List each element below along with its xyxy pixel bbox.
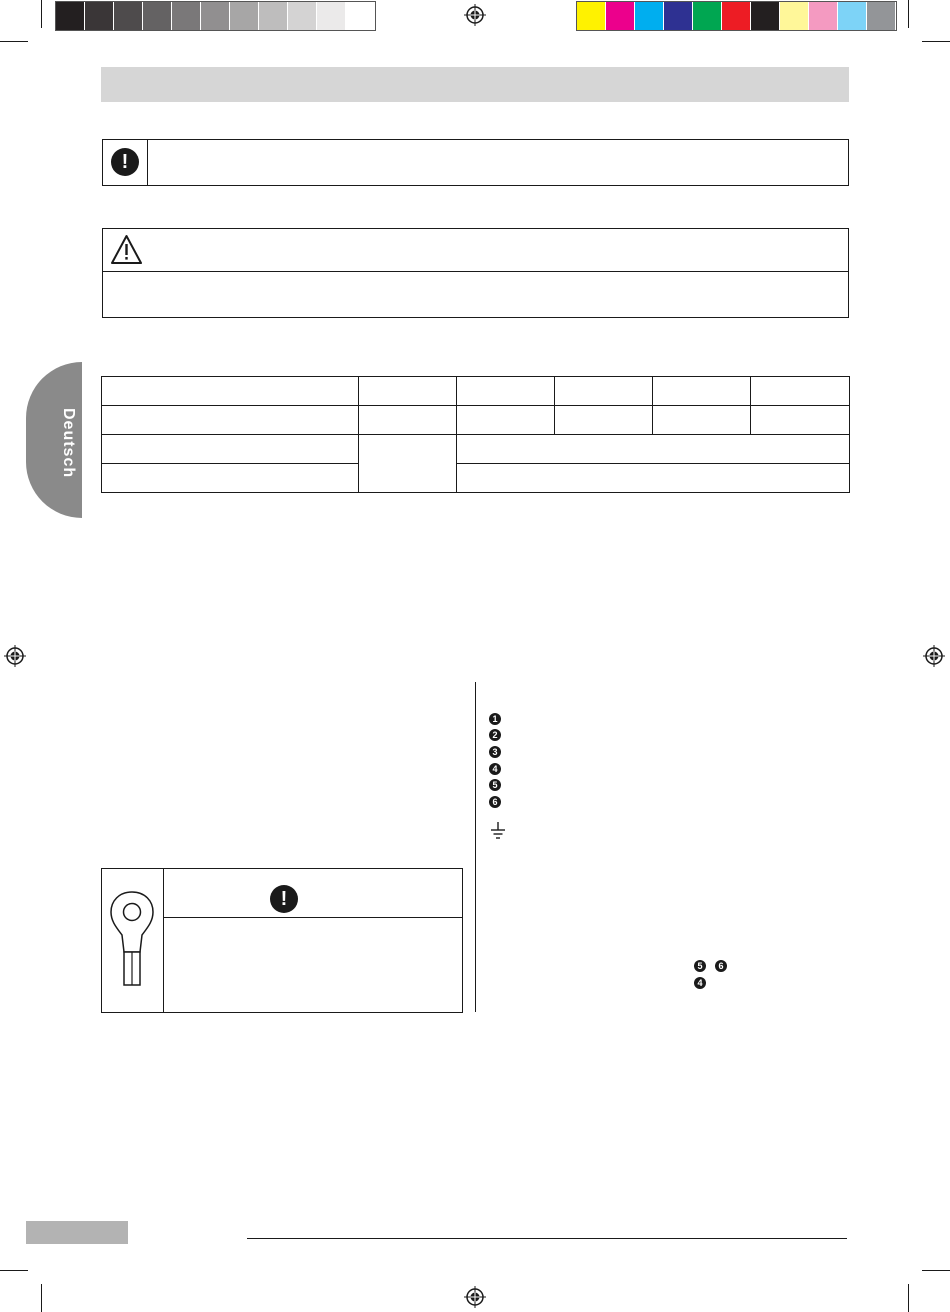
- color-swatch: [56, 2, 85, 30]
- table-cell: [359, 406, 457, 435]
- table-cell: [751, 377, 850, 406]
- crop-mark: [0, 41, 28, 42]
- table-row: [102, 377, 850, 406]
- warning-triangle-icon: [110, 234, 143, 265]
- crop-mark: [0, 1270, 28, 1271]
- registration-mark-icon: [923, 645, 945, 667]
- spec-table: [101, 376, 850, 493]
- color-swatch: [606, 2, 635, 30]
- crop-mark: [908, 0, 909, 28]
- registration-mark-icon: [4, 645, 26, 667]
- terminal-box-divider: [163, 868, 164, 1013]
- crop-mark: [41, 0, 42, 28]
- terminal-box-header-divider: [163, 917, 463, 918]
- table-cell: [751, 406, 850, 435]
- ring-terminal-icon: [107, 890, 157, 988]
- table-cell: [555, 377, 653, 406]
- table-cell: [102, 464, 359, 493]
- color-swatch: [867, 2, 896, 30]
- color-swatch: [172, 2, 201, 30]
- table-cell: [457, 377, 555, 406]
- table-cell: [102, 377, 359, 406]
- language-side-tab-label: Deutsch: [60, 408, 77, 479]
- footer-rule: [247, 1238, 847, 1239]
- exclamation-circle-icon: !: [270, 885, 298, 913]
- list-number-marker: 5: [489, 779, 501, 791]
- table-cell: [653, 377, 751, 406]
- inline-ref-marker: 4: [694, 977, 706, 989]
- table-cell: [359, 435, 457, 493]
- notice-box: [102, 139, 849, 186]
- crop-mark: [922, 1270, 950, 1271]
- column-divider: [475, 682, 476, 1012]
- color-swatch: [230, 2, 259, 30]
- table-cell: [102, 435, 359, 464]
- color-swatch: [577, 2, 606, 30]
- section-header-bar: [101, 67, 849, 102]
- warning-box-divider: [102, 271, 849, 272]
- ground-symbol-icon: [490, 822, 506, 842]
- color-swatch: [346, 2, 375, 30]
- color-swatch: [780, 2, 809, 30]
- color-swatch: [751, 2, 780, 30]
- table-cell: [653, 406, 751, 435]
- table-row: [102, 406, 850, 435]
- table-cell: [457, 435, 850, 464]
- list-number-marker: 2: [489, 729, 501, 741]
- list-number-marker: 4: [489, 763, 501, 775]
- table-cell: [359, 377, 457, 406]
- crop-mark: [908, 1284, 909, 1312]
- color-swatch: [143, 2, 172, 30]
- crop-mark: [41, 1284, 42, 1312]
- color-swatch: [664, 2, 693, 30]
- color-swatch: [693, 2, 722, 30]
- table-cell: [457, 406, 555, 435]
- table-cell: [102, 406, 359, 435]
- color-swatch: [635, 2, 664, 30]
- color-swatch: [85, 2, 114, 30]
- inline-ref-marker: 5: [694, 960, 706, 972]
- registration-mark-icon: [464, 4, 486, 26]
- table-cell: [555, 406, 653, 435]
- color-swatch: [838, 2, 867, 30]
- list-number-marker: 6: [489, 796, 501, 808]
- color-swatch: [317, 2, 346, 30]
- crop-mark: [922, 41, 950, 42]
- color-swatch: [114, 2, 143, 30]
- warning-box: [102, 228, 849, 318]
- color-swatch: [201, 2, 230, 30]
- list-number-marker: 3: [489, 746, 501, 758]
- inline-ref-marker: 6: [715, 960, 727, 972]
- page-number-tab: [26, 1221, 128, 1244]
- table-row: [102, 435, 850, 464]
- list-number-marker: 1: [489, 713, 501, 725]
- color-swatch: [288, 2, 317, 30]
- color-swatch: [722, 2, 751, 30]
- exclamation-circle-icon: !: [111, 148, 139, 176]
- table-row: [102, 464, 850, 493]
- color-swatch: [809, 2, 838, 30]
- color-swatch: [259, 2, 288, 30]
- table-cell: [457, 464, 850, 493]
- notice-box-divider: [147, 139, 148, 186]
- registration-mark-icon: [464, 1286, 486, 1308]
